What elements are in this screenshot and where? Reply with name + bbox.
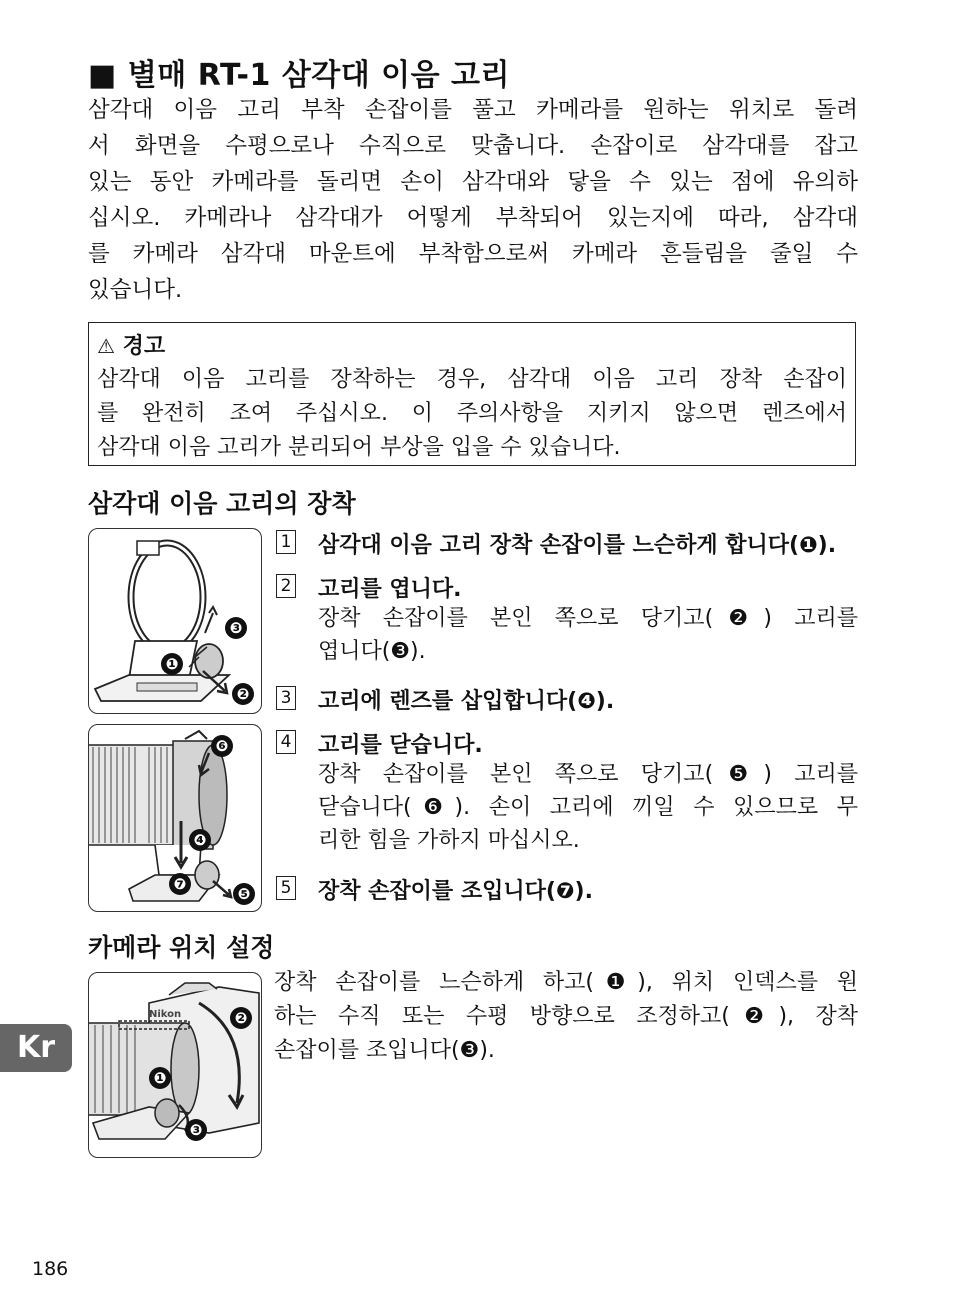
intro-line: 를 카메라 삼각대 마운트에 부착함으로써 카메라 흔들림을 줄일 수 bbox=[88, 241, 858, 267]
step-number: 4 bbox=[276, 730, 296, 754]
camera-rotation-illustration bbox=[88, 972, 262, 1158]
page-number: 186 bbox=[32, 1258, 69, 1280]
page-title: ■ 별매 RT-1 삼각대 이음 고리 bbox=[88, 58, 511, 93]
step-title: 삼각대 이음 고리 장착 손잡이를 느슨하게 합니다(❶). bbox=[318, 533, 837, 558]
intro-line: 십시오. 카메라나 삼각대가 어떻게 부착되어 있는지에 따라, 삼각대 bbox=[88, 205, 858, 231]
step-line: 리한 힘을 가하지 마십시오. bbox=[318, 828, 580, 853]
step-title: 고리에 렌즈를 삽입합니다(❹). bbox=[318, 689, 615, 714]
callout-3: ❸ bbox=[225, 617, 247, 639]
callout-1: ❶ bbox=[149, 1067, 171, 1089]
intro-paragraph bbox=[88, 92, 858, 308]
lens-in-collar-illustration bbox=[88, 724, 262, 912]
step-title: 고리를 엽니다. bbox=[318, 577, 462, 602]
intro-line: 삼각대 이음 고리 부착 손잡이를 풀고 카메라를 원하는 위치로 돌려 bbox=[88, 97, 858, 123]
step-body bbox=[318, 602, 858, 668]
warning-line: 삼각대 이음 고리를 장착하는 경우, 삼각대 이음 고리 장착 손잡이 bbox=[97, 367, 847, 392]
step-line: 닫습니다(❻). 손이 고리에 끼일 수 있으므로 무 bbox=[318, 795, 858, 820]
language-tab: Kr bbox=[0, 1024, 72, 1072]
body-line: 하는 수직 또는 수평 방향으로 조정하고(❷), 장착 bbox=[274, 1004, 858, 1029]
callout-2: ❷ bbox=[232, 683, 254, 705]
body-line: 장착 손잡이를 느슨하게 하고(❶), 위치 인덱스를 원 bbox=[274, 970, 858, 995]
callout-1: ❶ bbox=[161, 653, 183, 675]
step-number: 1 bbox=[276, 530, 296, 554]
warning-title: 경고 bbox=[122, 334, 166, 359]
step-number: 3 bbox=[276, 686, 296, 710]
warning-icon: ⚠ bbox=[97, 334, 115, 358]
step-body bbox=[318, 758, 858, 857]
body-line: 손잡이를 조입니다(❸). bbox=[274, 1038, 495, 1063]
step-title: 장착 손잡이를 조입니다(❼). bbox=[318, 879, 593, 904]
step-line: 엽니다(❸). bbox=[318, 639, 426, 664]
intro-line: 있습니다. bbox=[88, 277, 183, 303]
section-title-attach: 삼각대 이음 고리의 장착 bbox=[88, 489, 356, 518]
step-title: 고리를 닫습니다. bbox=[318, 733, 483, 758]
warning-box bbox=[88, 322, 856, 466]
tripod-collar-open-illustration bbox=[88, 528, 262, 714]
callout-4: ❹ bbox=[189, 829, 211, 851]
callout-6: ❻ bbox=[211, 735, 233, 757]
step-number: 5 bbox=[276, 876, 296, 900]
intro-line: 서 화면을 수평으로나 수직으로 맞춥니다. 손잡이로 삼각대를 잡고 bbox=[88, 133, 858, 159]
camera-brand-label: Nikon bbox=[149, 1009, 182, 1020]
step-line: 장착 손잡이를 본인 쪽으로 당기고(❺) 고리를 bbox=[318, 762, 858, 787]
step-line: 장착 손잡이를 본인 쪽으로 당기고(❷) 고리를 bbox=[318, 606, 858, 631]
callout-7: ❼ bbox=[169, 873, 191, 895]
callout-3: ❸ bbox=[185, 1119, 207, 1141]
section-title-camera-position: 카메라 위치 설정 bbox=[88, 933, 275, 962]
warning-line: 를 완전히 조여 주십시오. 이 주의사항을 지키지 않으면 렌즈에서 bbox=[97, 401, 847, 426]
intro-line: 있는 동안 카메라를 돌리면 손이 삼각대와 닿을 수 있는 점에 유의하 bbox=[88, 169, 858, 195]
step-number: 2 bbox=[276, 574, 296, 598]
warning-heading bbox=[97, 329, 165, 360]
warning-line: 삼각대 이음 고리가 분리되어 부상을 입을 수 있습니다. bbox=[97, 435, 621, 460]
callout-5: ❺ bbox=[233, 883, 255, 905]
callout-2: ❷ bbox=[230, 1007, 252, 1029]
camera-position-text bbox=[274, 966, 858, 1068]
camera-rotation-drawing bbox=[89, 973, 262, 1158]
warning-body bbox=[97, 363, 847, 465]
